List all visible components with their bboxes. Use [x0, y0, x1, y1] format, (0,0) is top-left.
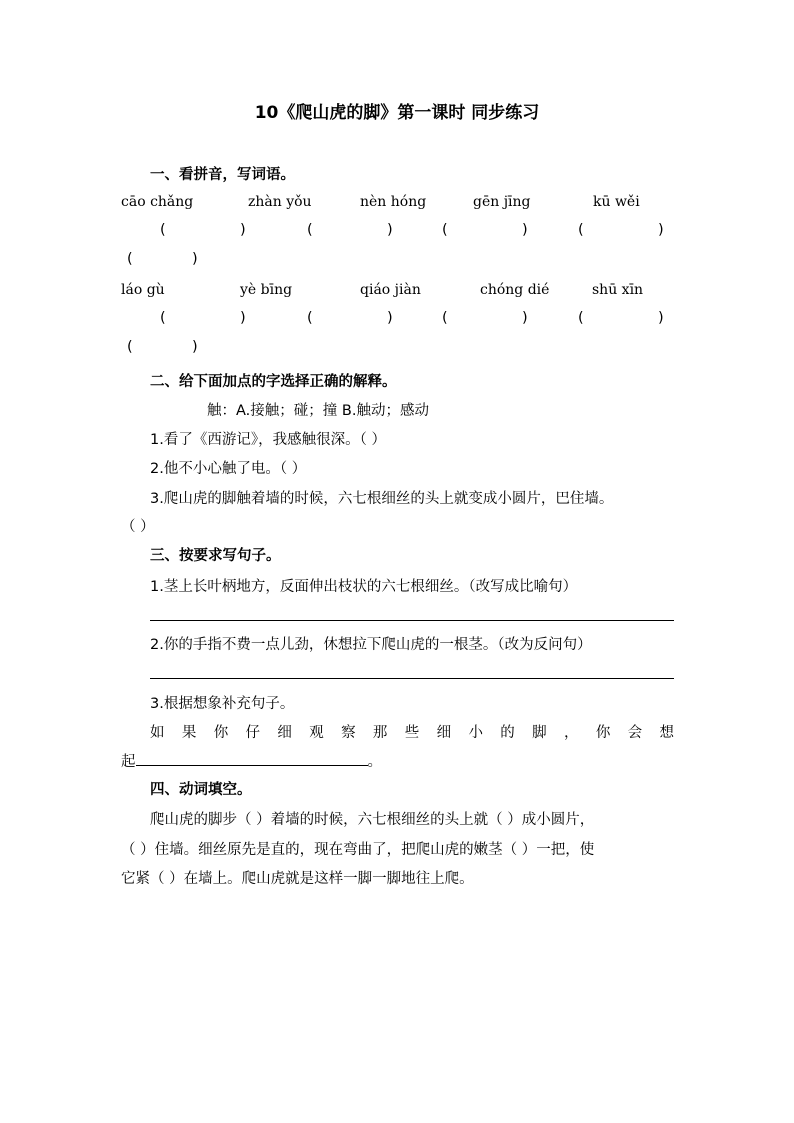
sentence-char: 的 [500, 725, 515, 741]
sentence-char: 你 [595, 725, 611, 741]
pinyin-item: kū wěi [593, 194, 640, 210]
answer-paren-close: ) [522, 222, 528, 238]
answer-paren-open: ( [160, 310, 166, 326]
question-2-2: 2.他不小心触了电。（ ） [150, 461, 307, 477]
fill-verb-line-2: （ ）住墙。细丝原先是直的，现在弯曲了，把爬山虎的嫩茎（ ）一把，使 [121, 842, 595, 858]
answer-paren-close: ) [240, 310, 246, 326]
pinyin-item: nèn hóng [360, 194, 427, 210]
sentence-end: 。 [367, 754, 382, 770]
answer-paren-open: ( [127, 339, 133, 355]
answer-paren-open: ( [442, 222, 448, 238]
question-2-1: 1.看了《西游记》，我感触很深。（ ） [150, 432, 386, 448]
pinyin-item: chóng dié [480, 282, 550, 298]
question-2-3-answer: （ ） [121, 519, 155, 535]
pinyin-item: zhàn yǒu [248, 194, 312, 210]
answer-paren-close: ) [387, 222, 393, 238]
sentence-char: 果 [181, 725, 197, 741]
answer-line[interactable] [150, 678, 674, 679]
answer-paren-open: ( [160, 222, 166, 238]
question-3-2: 2.你的手指不费一点儿劲，休想拉下爬山虎的一根茎。（改为反问句） [150, 637, 592, 653]
answer-paren-close: ) [522, 310, 528, 326]
sentence-char: 想 [659, 725, 674, 741]
fill-verb-line-1: 爬山虎的脚步（ ）着墙的时候，六七根细丝的头上就（ ）成小圆片， [150, 812, 595, 828]
sentence-completion [121, 750, 382, 771]
sentence-start: 起 [121, 754, 136, 770]
answer-line[interactable] [150, 620, 674, 621]
section-1-heading: 一、看拼音，写词语。 [150, 167, 295, 183]
pinyin-item: qiáo jiàn [360, 282, 421, 298]
fill-blank-line[interactable] [136, 751, 368, 766]
sentence-char: 你 [213, 725, 229, 741]
answer-paren-close: ) [240, 222, 246, 238]
answer-paren-open: ( [127, 251, 133, 267]
pinyin-item: shū xīn [592, 282, 644, 298]
sentence-char: 观 [309, 725, 324, 741]
answer-paren-close: ) [387, 310, 393, 326]
question-3-3: 3.根据想象补充句子。 [150, 696, 295, 712]
sentence-char: 细 [277, 725, 292, 741]
section-2-heading: 二、给下面加点的字选择正确的解释。 [150, 374, 397, 390]
answer-paren-open: ( [578, 310, 584, 326]
sentence-char: 小 [468, 725, 483, 741]
section-4-heading: 四、动词填空。 [150, 782, 252, 798]
pinyin-item: láo gù [121, 282, 165, 298]
answer-paren-open: ( [578, 222, 584, 238]
answer-paren-open: ( [307, 310, 313, 326]
definition-options: 触：A.接触；碰；撞 B.触动；感动 [207, 403, 429, 419]
sentence-char: 会 [627, 725, 643, 741]
sentence-char: 察 [341, 725, 356, 741]
answer-paren-open: ( [307, 222, 313, 238]
answer-paren-close: ) [658, 310, 664, 326]
sentence-char: 脚 [532, 725, 547, 741]
sentence-char: 那 [372, 725, 388, 741]
justified-sentence [150, 721, 674, 742]
answer-paren-close: ) [658, 222, 664, 238]
pinyin-item: cāo chǎng [121, 194, 194, 210]
pinyin-item: gēn jīng [473, 194, 531, 210]
sentence-char: 些 [404, 725, 420, 741]
sentence-char: 如 [150, 725, 165, 741]
fill-verb-line-3: 它紧（ ）在墙上。爬山虎就是这样一脚一脚地往上爬。 [121, 871, 474, 887]
answer-paren-close: ) [192, 339, 198, 355]
sentence-char: ， [563, 725, 579, 741]
pinyin-item: yè bīng [240, 282, 293, 298]
answer-paren-open: ( [442, 310, 448, 326]
worksheet-title: 10《爬山虎的脚》第一课时 同步练习 [254, 103, 540, 123]
section-3-heading: 三、按要求写句子。 [150, 548, 281, 564]
question-3-1: 1.茎上长叶柄地方，反面伸出枝状的六七根细丝。（改写成比喻句） [150, 579, 578, 595]
question-2-3: 3.爬山虎的脚触着墙的时候，六七根细丝的头上就变成小圆片，巴住墙。 [150, 491, 614, 507]
sentence-char: 细 [436, 725, 452, 741]
sentence-char: 仔 [245, 725, 261, 741]
answer-paren-close: ) [192, 251, 198, 267]
